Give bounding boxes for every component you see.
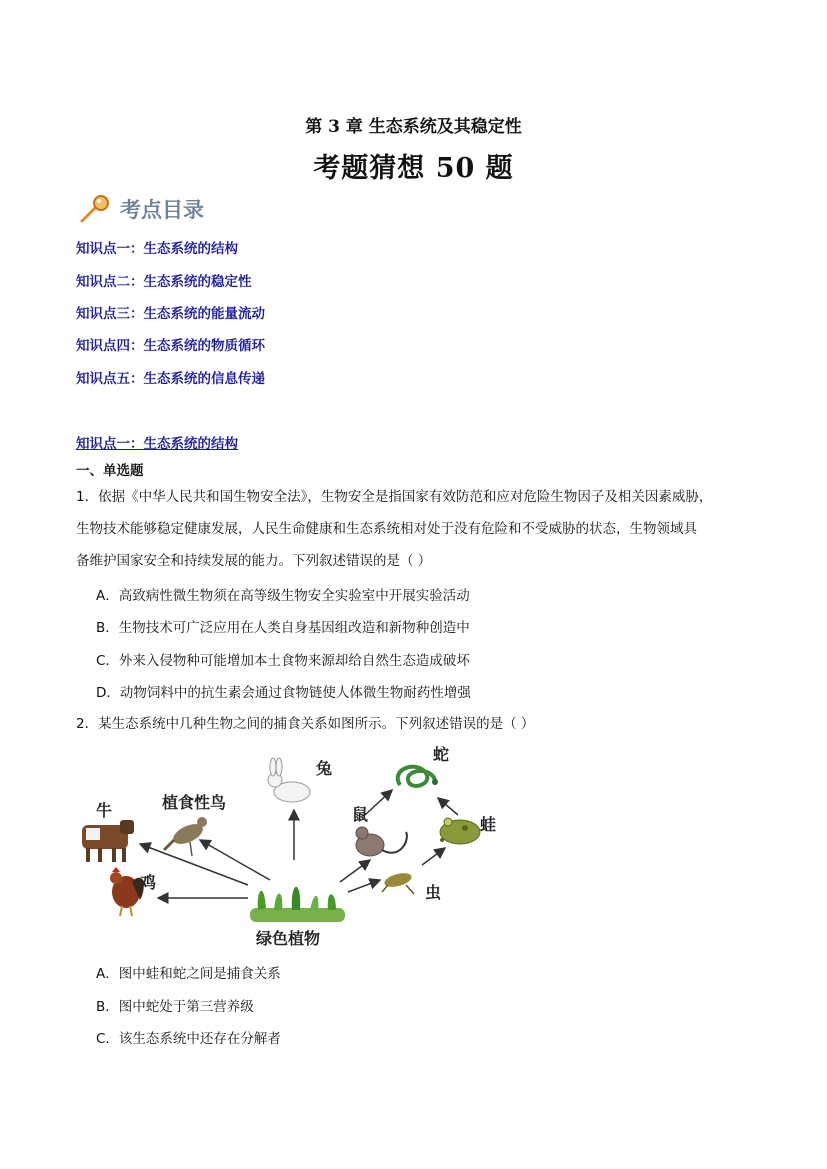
label-snake: 蛇 (433, 745, 450, 764)
q1-option-a: A．高致病性微生物须在高等级生物安全实验室中开展实验活动 (96, 588, 470, 604)
label-frog: 蛙 (480, 815, 497, 834)
label-chicken: 鸡 (140, 873, 157, 892)
insect-illustration (382, 871, 414, 894)
label-rabbit: 兔 (316, 759, 333, 778)
toc-item-3[interactable]: 知识点三：生态系统的能量流动 (76, 306, 265, 322)
toc-item-1[interactable]: 知识点一：生态系统的结构 (76, 241, 238, 257)
q1-line-1: 1．依据《中华人民共和国生物安全法》，生物安全是指国家有效防范和应对危险生物因子及相关因素威胁， (76, 489, 713, 505)
label-cow: 牛 (96, 801, 113, 820)
question-type-heading: 一、单选题 (76, 463, 144, 479)
snake-illustration (398, 767, 438, 786)
mouse-illustration (356, 827, 407, 856)
q1-line-2: 生物技术能够稳定健康发展，人民生命健康和生态系统相对处于没有危险和不受威胁的状态，生物领域具 (76, 521, 697, 537)
toc-item-5[interactable]: 知识点五：生态系统的信息传递 (76, 371, 265, 387)
label-mouse: 鼠 (352, 805, 369, 824)
toc-heading (78, 192, 204, 226)
q1-option-b: B．生物技术可广泛应用在人类自身基因组改造和新物种创造中 (96, 620, 470, 636)
animal-illustrations (70, 740, 510, 950)
q1-line-3: 备维护国家安全和持续发展的能力。下列叙述错误的是（ ） (76, 553, 432, 569)
magnifier-icon (78, 194, 112, 224)
food-web-diagram (70, 740, 510, 950)
bird-illustration (164, 817, 207, 856)
label-bird: 植食性鸟 (162, 793, 227, 812)
q1-option-d: D．动物饲料中的抗生素会通过食物链使人体微生物耐药性增强 (96, 685, 471, 701)
toc-item-4[interactable]: 知识点四：生态系统的物质循环 (76, 338, 265, 354)
q2-stem: 2．某生态系统中几种生物之间的捕食关系如图所示。下列叙述错误的是（ ） (76, 716, 535, 732)
section-link[interactable]: 知识点一：生态系统的结构 (76, 436, 238, 452)
chicken-illustration (110, 867, 144, 916)
q2-option-c: C．该生态系统中还存在分解者 (96, 1031, 281, 1047)
toc-item-2[interactable]: 知识点二：生态系统的稳定性 (76, 274, 252, 290)
cow-illustration (82, 820, 134, 862)
q2-option-b: B．图中蛇处于第三营养级 (96, 999, 254, 1015)
page-title: 考题猜想 50 题 (313, 153, 514, 184)
label-plants: 绿色植物 (256, 929, 321, 948)
plants-illustration (250, 887, 345, 922)
chapter-title: 第 3 章 生态系统及其稳定性 (305, 117, 522, 137)
q2-option-a: A．图中蛙和蛇之间是捕食关系 (96, 966, 281, 982)
frog-illustration (440, 818, 480, 844)
q1-option-c: C．外来入侵物种可能增加本土食物来源却给自然生态造成破坏 (96, 653, 470, 669)
rabbit-illustration (268, 758, 310, 802)
toc-heading-label: 考点目录 (120, 198, 204, 222)
label-insect: 虫 (425, 883, 442, 902)
